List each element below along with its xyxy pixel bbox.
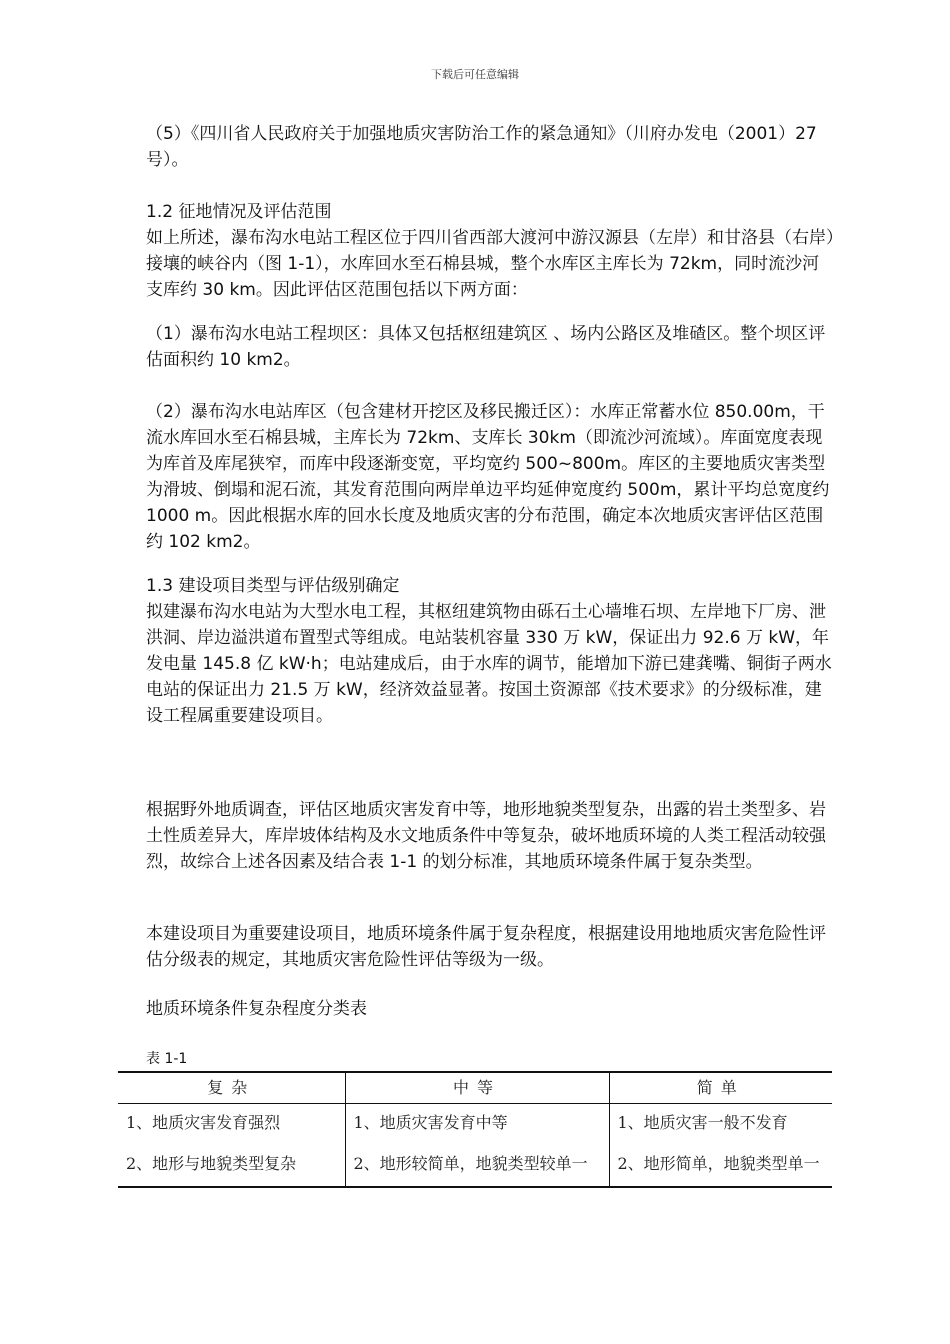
section-1-2-title: 1.2 征地情况及评估范围 (146, 202, 332, 222)
header-medium: 中等 (345, 1072, 609, 1104)
page-header: 下载后可任意编辑 (431, 68, 519, 81)
section-1-2 (146, 199, 836, 303)
table-cell: 2、地形简单，地貌类型单一 (609, 1142, 832, 1187)
survey-text: 根据野外地质调查，评估区地质灾害发育中等，地形地貌类型复杂，出露的岩土类型多、岩土性质差异大，库岸坡体结构及水文地质条件中等复杂，破坏地质环境的人类工程活动较强烈，故综合上述各因素及结合表 1-1 的划分标准，其地质环境条件属于复杂类型。 (146, 800, 826, 872)
table-cell: 1、地质灾害一般不发育 (609, 1104, 832, 1143)
table-cell: 1、地质灾害发育强烈 (118, 1104, 345, 1143)
table-row (118, 1104, 832, 1143)
table-label: 表 1-1 (146, 1051, 188, 1067)
scope-item-2-text: （2）瀑布沟水电站库区（包含建材开挖区及移民搬迁区）：水库正常蓄水位 850.00m，干流水库回水至石棉县城，主库长为 72km、支库长 30km（即流沙河流域）。库面宽度表现为库首及库尾狭窄，而库中段逐渐变宽，平均宽约 500~800m。库区的主要地质灾害类型为滑坡、倒塌和泥石流，其发育范围向两岸单边平均延伸宽度约 500m，累计平均总宽度约 1000 m。因此根据水库的回水长度及地质灾害的分布范围，确定本次地质灾害评估区范围约 102 km2。 (146, 402, 835, 552)
table-row (118, 1142, 832, 1187)
conclusion-paragraph (146, 921, 836, 973)
header-complex: 复杂 (118, 1072, 345, 1104)
complexity-table (118, 1071, 832, 1188)
table-cell: 1、地质灾害发育中等 (345, 1104, 609, 1143)
scope-item-1 (146, 321, 836, 373)
table-cell: 2、地形较简单，地貌类型较单一 (345, 1142, 609, 1187)
section-1-2-body: 如上所述，瀑布沟水电站工程区位于四川省西部大渡河中游汉源县（左岸）和甘洛县（右岸）接壤的峡谷内（图 1-1），水库回水至石棉县城，整个水库区主库长为 72km，同时流沙河支库约 30 km。因此评估区范围包括以下两方面： (146, 228, 835, 300)
reference-text: （5）《四川省人民政府关于加强地质灾害防治工作的紧急通知》（川府办发电（2001）27号）。 (146, 124, 817, 170)
reference-item-5 (146, 121, 836, 173)
scope-item-2 (146, 399, 836, 555)
table-cell: 2、地形与地貌类型复杂 (118, 1142, 345, 1187)
section-1-3 (146, 573, 836, 729)
table-title-text: 地质环境条件复杂程度分类表 (146, 999, 367, 1019)
section-1-3-title: 1.3 建设项目类型与评估级别确定 (146, 576, 400, 596)
table-title (146, 996, 836, 1022)
table-header-row (118, 1072, 832, 1104)
survey-paragraph (146, 797, 836, 875)
scope-item-1-text: （1）瀑布沟水电站工程坝区：具体又包括枢纽建筑区 、场内公路区及堆碴区。整个坝区评估面积约 10 km2。 (146, 324, 826, 370)
header-simple: 简单 (609, 1072, 832, 1104)
section-1-3-body: 拟建瀑布沟水电站为大型水电工程，其枢纽建筑物由砾石土心墙堆石坝、左岸地下厂房、泄洪洞、岸边溢洪道布置型式等组成。电站装机容量 330 万 kW，保证出力 92.6 万 kW，年发电量 145.8 亿 kW·h；电站建成后，由于水库的调节，能增加下游已建龚嘴、铜街子两水电站的保证出力 21.5 万 kW，经济效益显著。按国土资源部《技术要求》的分级标准，建设工程属重要建设项目。 (146, 602, 832, 726)
conclusion-text: 本建设项目为重要建设项目，地质环境条件属于复杂程度，根据建设用地地质灾害危险性评估分级表的规定，其地质灾害危险性评估等级为一级。 (146, 924, 826, 970)
